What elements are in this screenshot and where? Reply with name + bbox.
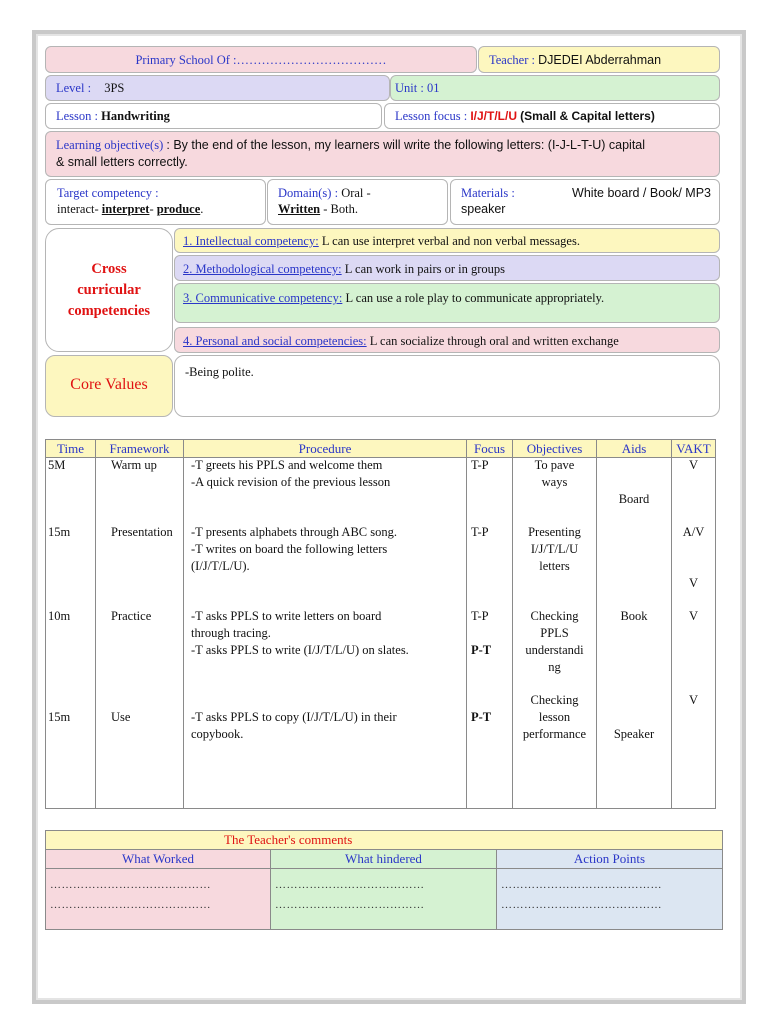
cross-item-methodological: [174, 255, 720, 281]
cross-title-2: curricular: [77, 282, 141, 298]
lesson-table: [45, 439, 716, 809]
objective-text-1: : By the end of the lesson, my learners will write the following letters: (I-J-L-T-U) capital: [166, 138, 646, 152]
objective-line: PPLS: [540, 626, 569, 640]
time-cell: 10m: [48, 609, 71, 623]
cross-item-link-2: 2. Methodological competency:: [183, 262, 342, 276]
school-field[interactable]: [45, 46, 477, 73]
domains: [267, 179, 448, 225]
cross-curricular-title: [45, 228, 173, 352]
domain-written: Written: [278, 202, 321, 217]
domain-oral: Oral -: [341, 186, 371, 200]
framework-cell: Use: [111, 710, 131, 724]
teacher-name: DJEDEI Abderrahman: [538, 53, 662, 67]
col-header-vakt: VAKT: [672, 440, 716, 458]
objective-line: Checking: [530, 609, 579, 623]
comments-title: The Teacher's comments: [46, 831, 723, 850]
target-competency: [45, 179, 266, 225]
cross-item-text-2: L can work in pairs or in groups: [344, 262, 506, 276]
cross-item-link-1: 1. Intellectual competency:: [183, 234, 319, 248]
cross-item-text-4: L can socialize through oral and written exchange: [369, 334, 619, 348]
materials: [450, 179, 720, 225]
vakt-cell: V: [688, 609, 699, 623]
action-points-field[interactable]: [497, 869, 723, 930]
core-values-title: [45, 355, 173, 417]
table-body-row: [46, 458, 716, 809]
unit-value: Unit : 01: [395, 81, 440, 95]
col-header-time: Time: [46, 440, 96, 458]
objective-label: Learning objective(s): [56, 138, 164, 152]
what-worked-field[interactable]: [46, 869, 271, 930]
vakt-cell: V: [688, 693, 699, 707]
focus-cell: T-P: [471, 458, 489, 472]
procedure-line: through tracing.: [191, 626, 271, 640]
col-header-framework: Framework: [96, 440, 184, 458]
core-values-label: Core Values: [70, 376, 148, 393]
vakt-column: [674, 458, 713, 808]
lesson-field: [45, 103, 382, 129]
materials-label: Materials :: [461, 186, 515, 200]
objective-line: ng: [548, 660, 561, 674]
procedure-line: -T asks PPLS to write letters on board: [191, 609, 382, 623]
objective-line: To pave: [534, 458, 575, 472]
time-cell: 5M: [48, 458, 66, 472]
vakt-cell: A/V: [682, 525, 705, 539]
objective-line: performance: [522, 727, 587, 741]
objective-line: letters: [539, 559, 570, 573]
target-label: Target competency :: [57, 186, 159, 200]
cross-item-link-4: 4. Personal and social competencies:: [183, 334, 367, 348]
objective-line: Presenting: [528, 525, 581, 539]
objective-line: lesson: [538, 710, 571, 724]
cross-item-link-3: 3. Communicative competency:: [183, 291, 343, 305]
focus-column: [469, 458, 510, 808]
target-produce: produce: [156, 202, 201, 217]
core-values-content: [174, 355, 720, 417]
col-header-aids: Aids: [597, 440, 672, 458]
what-hindered-header: What hindered: [271, 850, 497, 869]
focus-cell: P-T: [471, 710, 492, 724]
col-header-procedure: Procedure: [184, 440, 467, 458]
objective-text-2: & small letters correctly.: [56, 155, 188, 170]
procedure-line: copybook.: [191, 727, 244, 741]
vakt-cell: V: [688, 458, 699, 472]
dotted-line: …………………………………: [275, 879, 425, 891]
col-header-focus: Focus: [467, 440, 513, 458]
procedure-line: -T presents alphabets through ABC song.: [191, 525, 397, 539]
framework-cell: Practice: [111, 609, 152, 623]
focus-letters: I/J/T/L/U: [470, 109, 518, 123]
focus-cell: T-P: [471, 609, 489, 623]
focus-label: Lesson focus :: [395, 109, 468, 123]
procedure-column: [186, 458, 464, 808]
lesson-label: Lesson :: [56, 109, 99, 123]
dotted-line: ……………………………………: [501, 879, 662, 891]
level-label: Level :: [56, 81, 92, 95]
target-dash: -: [149, 202, 154, 217]
objective-line: Checking: [530, 693, 579, 707]
lesson-focus-field: [384, 103, 720, 129]
focus-cell: T-P: [471, 525, 489, 539]
aids-cell: Book: [620, 609, 648, 623]
procedure-line: (I/J/T/L/U).: [191, 559, 250, 573]
table-header-row: [46, 440, 716, 458]
objective-line: I/J/T/L/U: [530, 542, 579, 556]
target-end: .: [200, 202, 204, 217]
teacher-label: Teacher :: [489, 53, 535, 67]
cross-title-3: competencies: [67, 303, 151, 319]
aids-column: [599, 458, 669, 808]
objective-line: ways: [541, 475, 568, 489]
cross-item-intellectual: [174, 228, 720, 253]
cross-title-1: Cross: [91, 261, 127, 277]
time-cell: 15m: [48, 710, 71, 724]
core-values-text: -Being polite.: [185, 365, 254, 379]
col-header-objectives: Objectives: [513, 440, 597, 458]
procedure-line: -T greets his PPLS and welcome them: [191, 458, 383, 472]
cross-item-personal: [174, 327, 720, 353]
school-label: Primary School Of :………………………………: [135, 53, 387, 67]
unit-field: [390, 75, 720, 101]
procedure-line: -T asks PPLS to copy (I/J/T/L/U) in their: [191, 710, 397, 724]
target-interact: interact-: [57, 202, 99, 217]
level-field: [45, 75, 390, 101]
teacher-field: [478, 46, 720, 73]
focus-cell: P-T: [471, 643, 492, 657]
procedure-line: -A quick revision of the previous lesson: [191, 475, 391, 489]
dotted-line: ……………………………………: [501, 899, 662, 911]
materials-line-1: White board / Book/ MP3: [572, 186, 711, 200]
what-hindered-field[interactable]: [271, 869, 497, 930]
target-interpret: interpret: [101, 202, 150, 217]
learning-objective: [45, 131, 720, 177]
aids-cell: Board: [618, 492, 650, 506]
level-value: 3PS: [104, 81, 125, 95]
objectives-column: [515, 458, 594, 808]
framework-cell: Warm up: [111, 458, 157, 472]
time-column: [48, 458, 93, 808]
dotted-line: …………………………………: [275, 899, 425, 911]
domain-label: Domain(s) :: [278, 186, 339, 200]
what-worked-header: What Worked: [46, 850, 271, 869]
focus-note: (Small & Capital letters): [520, 109, 655, 123]
procedure-line: -T writes on board the following letters: [191, 542, 388, 556]
framework-column: [98, 458, 181, 808]
domain-both: - Both.: [323, 202, 358, 217]
materials-line-2: speaker: [461, 202, 506, 217]
aids-cell: Speaker: [613, 727, 655, 741]
dotted-line: ……………………………………: [50, 899, 211, 911]
lesson-value: Handwriting: [101, 109, 170, 123]
objective-line: understandi: [525, 643, 584, 657]
action-points-header: Action Points: [497, 850, 723, 869]
cross-item-text-1: L can use interpret verbal and non verbal messages.: [321, 234, 580, 248]
framework-cell: Presentation: [111, 525, 173, 539]
procedure-line: -T asks PPLS to write (I/J/T/L/U) on slates.: [191, 643, 409, 657]
vakt-cell: V: [688, 576, 699, 590]
cross-item-text-3: L can use a role play to communicate appropriately.: [345, 291, 605, 305]
time-cell: 15m: [48, 525, 71, 539]
cross-item-communicative: [174, 283, 720, 323]
teacher-comments-table: [45, 830, 723, 930]
dotted-line: ……………………………………: [50, 879, 211, 891]
